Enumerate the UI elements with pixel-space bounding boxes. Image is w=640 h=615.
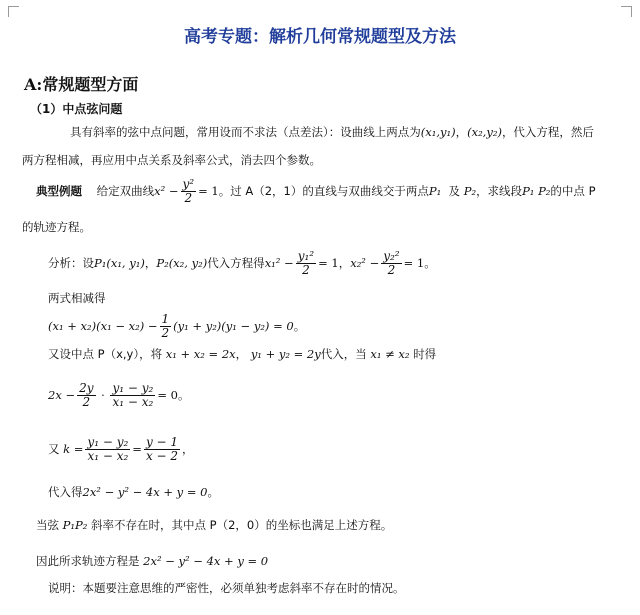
example-p1p2: P₁ P₂ xyxy=(522,184,551,199)
section-heading: A:常规题型方面 xyxy=(24,75,139,94)
analysis-comma: ， xyxy=(338,256,351,271)
example-frac-num: y² xyxy=(182,177,195,191)
intro-line-2: 两方程相减，再应用中点关系及斜率公式，消去四个参数。 xyxy=(22,153,321,167)
intro-line-1 xyxy=(70,126,594,140)
intro-text-a: 具有斜率的弦中点问题，常用设而不求法（点差法）：设曲线上两点为 xyxy=(70,125,421,139)
subtract-heading: 两式相减得 xyxy=(48,291,106,305)
example-text-d: 的中点 P xyxy=(550,184,596,199)
derived-equation xyxy=(48,382,189,409)
page-corner-mark-left xyxy=(8,6,19,17)
example-line-1 xyxy=(36,178,596,205)
midpoint-neq: x₁ ≠ x₂ xyxy=(370,347,410,361)
derived-eq: = 0 xyxy=(157,388,178,403)
subtract-half-den: 2 xyxy=(161,326,170,341)
vertical-case-line xyxy=(36,519,392,533)
slope-eq: = xyxy=(132,442,142,457)
vertical-text-a: 当弦 xyxy=(36,518,59,532)
analysis-separator: ， xyxy=(144,256,157,271)
page-title: 高考专题：解析几何常规题型及方法 xyxy=(184,27,456,47)
analysis-eq-1: = 1 xyxy=(318,256,339,271)
note-line: 说明：本题要注意思维的严密性，必须单独考虑斜率不存在时的情况。 xyxy=(48,581,405,595)
example-text-a: 给定双曲线 xyxy=(96,184,155,199)
slope-frac2-den: x − 2 xyxy=(145,449,179,464)
analysis-fraction-1 xyxy=(296,250,316,277)
analysis-p1: P₁(x₁, y₁) xyxy=(94,256,145,271)
vertical-text-b: 斜率不存在时，其中点 P（2，0）的坐标也满足上述方程。 xyxy=(91,518,393,532)
example-label: 典型例题 xyxy=(36,184,82,199)
example-and: 及 xyxy=(448,184,461,199)
substitution-text: 代入得 xyxy=(48,485,83,499)
analysis-frac1-num: y₁² xyxy=(297,249,315,263)
analysis-fraction-2 xyxy=(381,250,401,277)
example-frac-den: 2 xyxy=(184,191,193,206)
midpoint-text-b: 代入，当 xyxy=(320,347,367,361)
example-x2: x² − xyxy=(154,184,179,199)
analysis-text-b: 代入方程得 xyxy=(207,256,265,271)
subtract-eq-left: (x₁ + x₂)(x₁ − x₂) − xyxy=(48,319,158,334)
midpoint-comma: ， xyxy=(235,347,248,361)
slope-end: ， xyxy=(182,442,194,457)
answer-line xyxy=(36,555,268,569)
intro-point-1: (x₁,y₁) xyxy=(420,125,456,139)
analysis-p2: P₂(x₂, y₂) xyxy=(156,256,208,271)
example-p1: P₁ xyxy=(428,184,442,199)
analysis-x1: x₁² − xyxy=(264,256,294,271)
midpoint-line xyxy=(48,348,436,362)
example-fraction xyxy=(181,178,197,205)
answer-equation: 2x² − y² − 4x + y = 0 xyxy=(143,554,269,568)
midpoint-x-sum: x₁ + x₂ = 2x xyxy=(165,347,236,361)
subsection-heading: （1）中点弦问题 xyxy=(30,102,123,116)
slope-k: k = xyxy=(63,442,84,457)
derived-fraction-2 xyxy=(110,382,155,409)
analysis-x2: x₂² − xyxy=(350,256,380,271)
example-text-b: 。过 A（2，1）的直线与双曲线交于两点 xyxy=(218,184,429,199)
midpoint-y-sum: y₁ + y₂ = 2y xyxy=(250,347,321,361)
intro-point-2: (x₂,y₂) xyxy=(467,125,502,139)
analysis-end: 。 xyxy=(424,256,436,271)
derived-frac2-num: y₁ − y₂ xyxy=(112,381,154,395)
slope-fraction-2 xyxy=(144,436,180,463)
analysis-frac2-den: 2 xyxy=(387,263,396,278)
derived-frac1-num: 2y xyxy=(79,381,94,395)
derived-end: 。 xyxy=(177,388,190,403)
analysis-frac2-num: y₂² xyxy=(383,249,400,263)
page-corner-mark-right xyxy=(621,6,632,17)
intro-separator: ， xyxy=(455,125,468,139)
derived-dot: · xyxy=(101,388,105,403)
substitution-equation: 2x² − y² − 4x + y = 0 xyxy=(82,485,208,499)
slope-frac1-den: x₁ − x₂ xyxy=(87,449,129,464)
subtract-half xyxy=(160,313,172,340)
derived-frac1-den: 2 xyxy=(82,395,91,410)
analysis-eq-2: = 1 xyxy=(403,256,425,271)
example-line-2: 的轨迹方程。 xyxy=(22,220,91,234)
derived-2x: 2x − xyxy=(48,388,76,403)
slope-fraction-1 xyxy=(85,436,130,463)
subtract-eq-right: (y₁ + y₂)(y₁ − y₂) = 0 xyxy=(173,319,294,334)
example-eq: = 1 xyxy=(198,184,219,199)
vertical-p1p2: P₁P₂ xyxy=(62,518,88,532)
midpoint-text-c: 时得 xyxy=(413,347,437,361)
derived-frac2-den: x₁ − x₂ xyxy=(112,395,154,410)
analysis-frac1-den: 2 xyxy=(302,263,310,278)
substitution-line xyxy=(48,486,219,500)
substitution-end: 。 xyxy=(207,485,219,499)
intro-text-b: ，代入方程，然后 xyxy=(501,125,594,139)
subtract-end: 。 xyxy=(293,319,306,334)
slope-frac1-num: y₁ − y₂ xyxy=(87,435,129,449)
analysis-line xyxy=(48,250,436,277)
subtract-half-num: 1 xyxy=(161,312,170,326)
slope-frac2-num: y − 1 xyxy=(145,435,179,449)
slope-equation xyxy=(48,436,194,463)
example-p2: P₂ xyxy=(463,184,477,199)
analysis-text-a: 分析：设 xyxy=(48,256,94,271)
midpoint-text-a: 又设中点 P（x,y），将 xyxy=(48,347,163,361)
answer-text: 因此所求轨迹方程是 xyxy=(36,554,140,568)
derived-fraction-1 xyxy=(77,382,95,409)
example-text-c: ，求线段 xyxy=(476,184,523,199)
slope-text-a: 又 xyxy=(48,442,60,457)
subtract-equation xyxy=(48,313,305,340)
